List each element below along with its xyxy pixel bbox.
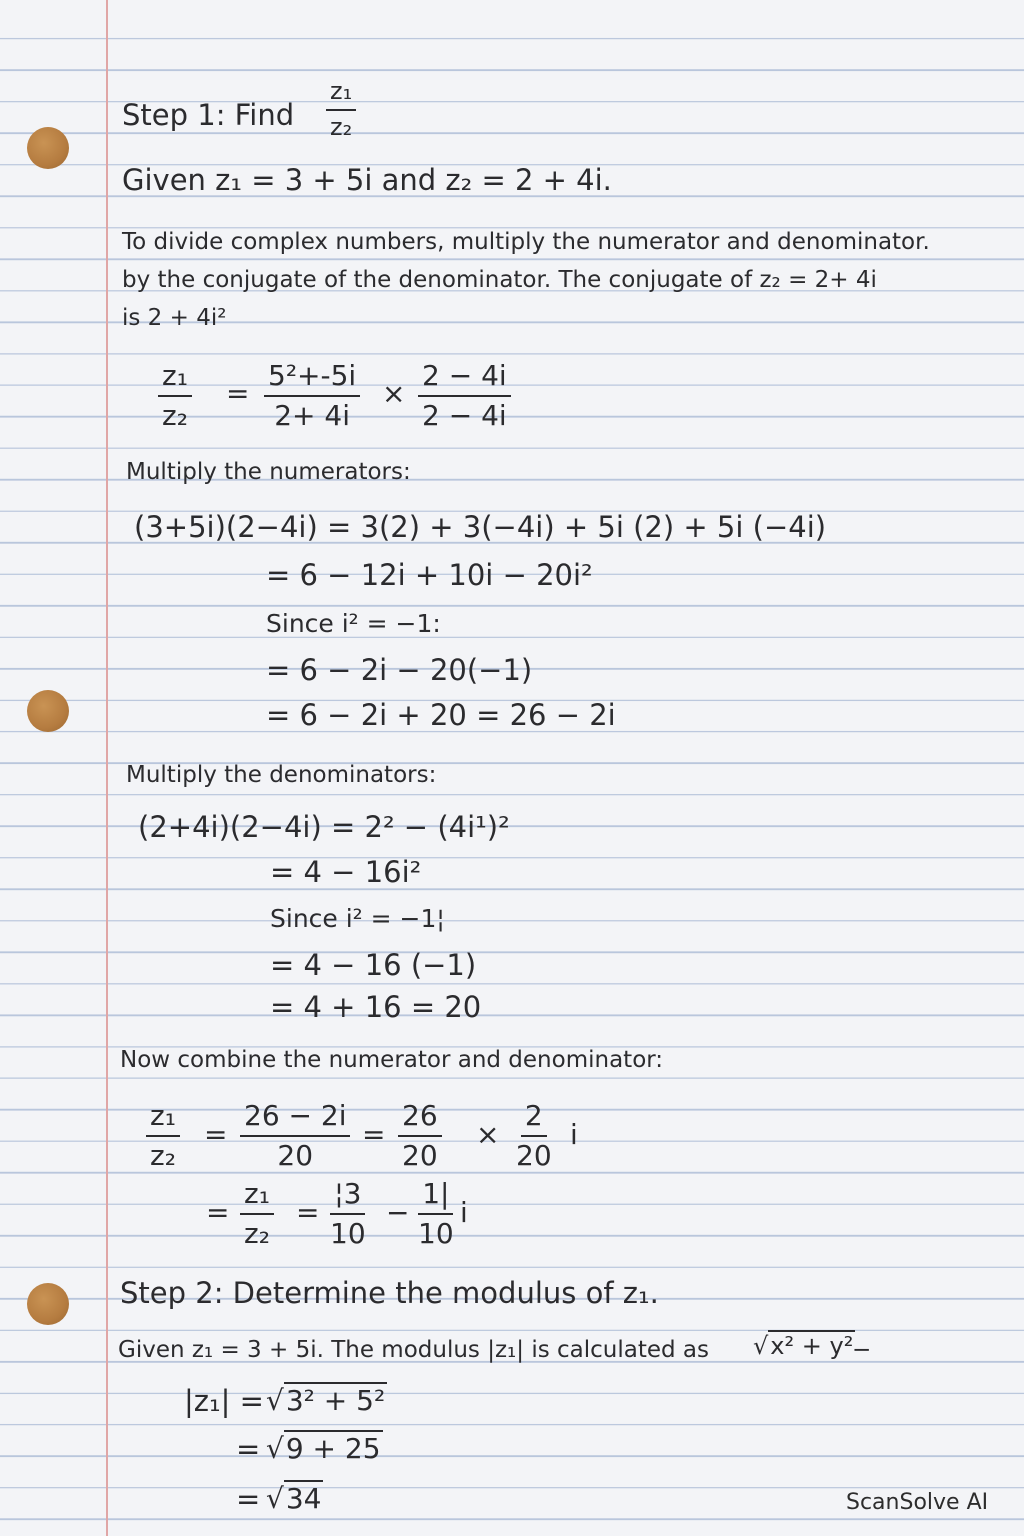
numerator-step-2: = 6 − 12i + 10i − 20i²	[266, 558, 593, 592]
numerator-step-4: = 6 − 2i + 20 = 26 − 2i	[266, 698, 616, 732]
modulus-formula: √x² + y²	[753, 1332, 854, 1360]
numerator-since-note: Since i² = −1:	[266, 609, 441, 638]
punch-hole	[27, 127, 69, 169]
combine-fraction-1	[146, 1100, 180, 1172]
modulus-line-1-prefix: |z₁| =	[184, 1384, 264, 1418]
given-line: Given z₁ = 3 + 5i and z₂ = 2 + 4i.	[122, 163, 612, 197]
equals-sign: =	[362, 1118, 386, 1151]
step1-heading: Step 1: Find	[122, 98, 295, 132]
step1-heading-fraction	[326, 78, 356, 141]
fraction-numerator: ¦3	[330, 1178, 365, 1215]
fraction-denominator: 2 − 4i	[422, 399, 507, 433]
modulus-line-3-prefix: =	[236, 1482, 261, 1516]
denominator-step-1: (2+4i)(2−4i) = 2² − (4i¹)²	[138, 810, 510, 844]
punch-hole	[27, 690, 69, 732]
fraction-numerator: 2 − 4i	[418, 360, 511, 397]
fraction-denominator: z₂	[162, 399, 188, 433]
step2-heading: Step 2: Determine the modulus of z₁.	[120, 1276, 659, 1310]
combine-fraction-7	[414, 1178, 458, 1250]
fraction-denominator: 20	[402, 1139, 438, 1173]
fraction-denominator: z₂	[330, 112, 353, 141]
setup-lhs-fraction	[158, 360, 192, 432]
intro-line-1: To divide complex numbers, multiply the numerator and denominator.	[122, 229, 930, 255]
intro-line-2: by the conjugate of the denominator. The conjugate of z₂ = 2+ 4i	[122, 267, 877, 293]
punch-hole	[27, 1283, 69, 1325]
modulus-line-1-root: √3² + 5²	[266, 1384, 386, 1417]
imaginary-unit: i	[460, 1196, 468, 1229]
fraction-numerator: z₁	[326, 78, 356, 111]
denominator-step-4: = 4 + 16 = 20	[270, 990, 482, 1024]
combine-title: Now combine the numerator and denominator:	[120, 1047, 664, 1073]
fraction-numerator: 2	[521, 1100, 547, 1137]
watermark: ScanSolve AI	[846, 1490, 989, 1515]
intro-line-3: is 2 + 4i²	[122, 305, 227, 331]
formula-tail: −	[852, 1337, 872, 1363]
denominator-step-2: = 4 − 16i²	[270, 855, 422, 889]
modulus-line-2-root: √9 + 25	[266, 1432, 381, 1465]
numerator-step-1: (3+5i)(2−4i) = 3(2) + 3(−4i) + 5i (2) + 5i (−4i)	[134, 510, 827, 544]
modulus-line-2-prefix: =	[236, 1432, 261, 1466]
multiply-numerators-title: Multiply the numerators:	[126, 459, 411, 485]
equals-sign: =	[296, 1196, 320, 1229]
fraction-denominator: 10	[330, 1217, 366, 1251]
fraction-numerator: z₁	[146, 1100, 180, 1137]
times-sign: ×	[382, 377, 406, 410]
combine-fraction-2	[240, 1100, 350, 1172]
combine-fraction-4	[512, 1100, 556, 1172]
fraction-numerator: z₁	[158, 360, 192, 397]
radicand: 9 + 25	[285, 1432, 381, 1465]
fraction-denominator: z₂	[150, 1139, 176, 1173]
combine-fraction-3	[398, 1100, 442, 1172]
fraction-denominator: z₂	[244, 1217, 270, 1251]
equals-sign: =	[206, 1196, 230, 1229]
fraction-denominator: 20	[277, 1139, 314, 1173]
equals-sign: =	[204, 1118, 228, 1151]
fraction-numerator: 26	[398, 1100, 442, 1137]
numerator-step-3: = 6 − 2i − 20(−1)	[266, 653, 533, 687]
modulus-line-3-root: √34	[266, 1482, 322, 1515]
imaginary-unit: i	[570, 1118, 578, 1151]
denominator-since-note: Since i² = −1¦	[270, 904, 445, 933]
minus-sign: −	[386, 1196, 410, 1229]
setup-mid-fraction	[264, 360, 360, 432]
fraction-numerator: 1|	[418, 1178, 453, 1215]
radicand: 3² + 5²	[285, 1384, 386, 1417]
fraction-numerator: 5²+-5i	[264, 360, 360, 397]
multiply-denominators-title: Multiply the denominators:	[126, 762, 437, 788]
combine-fraction-6	[326, 1178, 370, 1250]
setup-rhs-fraction	[418, 360, 511, 432]
margin-line	[106, 0, 108, 1536]
denominator-step-3: = 4 − 16 (−1)	[270, 948, 477, 982]
step2-given-text: Given z₁ = 3 + 5i. The modulus |z₁| is calculated as	[118, 1337, 710, 1363]
radicand: 34	[285, 1482, 322, 1515]
times-sign: ×	[476, 1118, 500, 1151]
equals-sign: =	[226, 377, 250, 410]
formula-radicand: x² + y²	[770, 1332, 854, 1360]
fraction-denominator: 2+ 4i	[274, 399, 350, 433]
fraction-denominator: 20	[516, 1139, 552, 1173]
fraction-numerator: 26 − 2i	[240, 1100, 350, 1137]
combine-fraction-5	[240, 1178, 274, 1250]
fraction-denominator: 10	[418, 1217, 454, 1251]
fraction-numerator: z₁	[240, 1178, 274, 1215]
